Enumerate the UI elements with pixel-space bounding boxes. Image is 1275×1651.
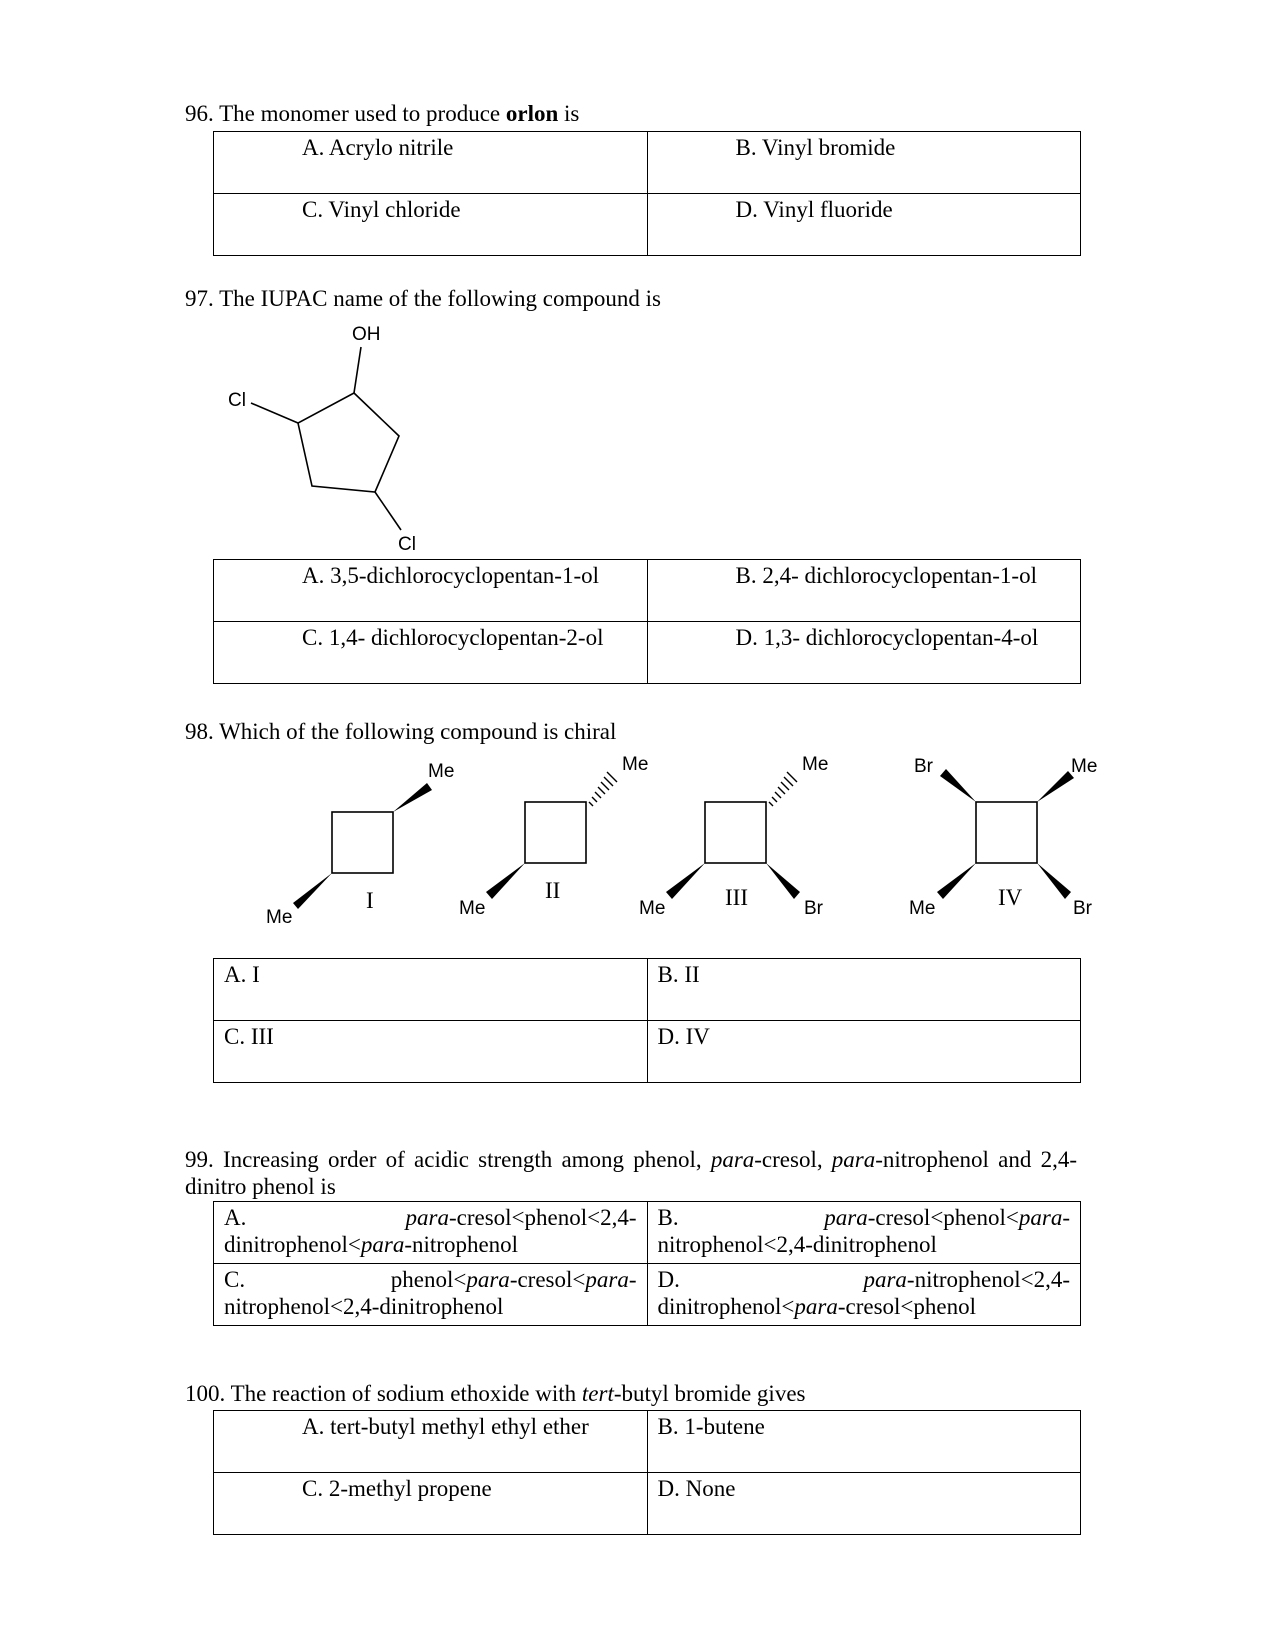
question-100-stem: 100. The reaction of sodium ethoxide with tert-butyl bromide gives bbox=[185, 1381, 806, 1406]
question-98-stem: 98. Which of the following compound is chiral bbox=[185, 719, 617, 744]
cl-bond-bottom bbox=[375, 492, 401, 530]
br-label: Br bbox=[1073, 898, 1092, 919]
oh-bond bbox=[354, 347, 361, 393]
me-label: Me bbox=[1071, 756, 1098, 777]
structure-ii bbox=[459, 754, 648, 919]
question-99-options bbox=[213, 1201, 1081, 1326]
oh-label: OH bbox=[352, 324, 381, 345]
question-99-stem: 99. Increasing order of acidic strength among phenol, para-cresol, para-nitrophenol and 2,4-dinitro phenol is bbox=[185, 1147, 1077, 1199]
hashed-bond bbox=[769, 772, 797, 806]
option-d[interactable]: D. IV bbox=[647, 1021, 1081, 1083]
numeral-iii: III bbox=[725, 885, 748, 910]
br-label: Br bbox=[914, 756, 933, 777]
br-label: Br bbox=[804, 898, 823, 919]
wedge-bond bbox=[393, 783, 432, 812]
me-label: Me bbox=[802, 754, 829, 775]
question-97-options bbox=[213, 559, 1081, 684]
option-a[interactable]: A. para-cresol<phenol<2,4-dinitrophenol<para-nitrophenol bbox=[214, 1202, 648, 1264]
me-label: Me bbox=[459, 898, 486, 919]
option-b[interactable]: B. 1-butene bbox=[647, 1411, 1081, 1473]
cl-bond-top bbox=[251, 403, 298, 423]
numeral-i: I bbox=[366, 888, 374, 913]
hashed-bond bbox=[589, 772, 617, 806]
numeral-iv: IV bbox=[998, 885, 1023, 910]
option-c[interactable]: C. 2-methyl propene bbox=[214, 1473, 648, 1535]
wedge-bond bbox=[1037, 771, 1074, 802]
option-b[interactable]: B. para-cresol<phenol<para-nitrophenol<2,4-dinitrophenol bbox=[647, 1202, 1081, 1264]
option-c[interactable]: C. phenol<para-cresol<para-nitrophenol<2,4-dinitrophenol bbox=[214, 1264, 648, 1326]
question-97-stem: 97. The IUPAC name of the following compound is bbox=[185, 286, 661, 311]
wedge-bond bbox=[1037, 863, 1071, 899]
me-label: Me bbox=[266, 907, 293, 928]
cyclopentane-ring bbox=[251, 347, 401, 530]
me-label: Me bbox=[909, 898, 936, 919]
cl-label-bottom: Cl bbox=[398, 534, 416, 555]
option-a[interactable]: A. tert-butyl methyl ethyl ether bbox=[214, 1411, 648, 1473]
me-label: Me bbox=[428, 761, 455, 782]
option-a[interactable]: A. I bbox=[214, 959, 648, 1021]
option-d[interactable]: D. None bbox=[647, 1473, 1081, 1535]
option-a[interactable]: A. Acrylo nitrile bbox=[214, 132, 648, 194]
option-b[interactable]: B. Vinyl bromide bbox=[647, 132, 1081, 194]
structure-i bbox=[266, 761, 454, 928]
me-label: Me bbox=[622, 754, 649, 775]
option-a[interactable]: A. 3,5-dichlorocyclopentan-1-ol bbox=[214, 560, 648, 622]
question-98-options bbox=[213, 958, 1081, 1083]
option-b[interactable]: B. II bbox=[647, 959, 1081, 1021]
option-c[interactable]: C. III bbox=[214, 1021, 648, 1083]
bold-term: orlon bbox=[505, 101, 559, 126]
option-b[interactable]: B. 2,4- dichlorocyclopentan-1-ol bbox=[647, 560, 1081, 622]
option-c[interactable]: C. 1,4- dichlorocyclopentan-2-ol bbox=[214, 622, 648, 684]
wedge-bond bbox=[486, 863, 525, 899]
cyclobutane-structures bbox=[0, 740, 1275, 930]
me-label: Me bbox=[639, 898, 666, 919]
cl-label-top: Cl bbox=[228, 390, 246, 411]
wedge-bond bbox=[293, 873, 332, 909]
structure-iv bbox=[909, 756, 1097, 919]
question-96-stem: 96. The monomer used to produce orlon is bbox=[185, 101, 580, 126]
wedge-bond bbox=[766, 863, 800, 899]
dichlorocyclopentanol-structure bbox=[0, 0, 1275, 560]
wedge-bond bbox=[666, 863, 705, 899]
option-c[interactable]: C. Vinyl chloride bbox=[214, 194, 648, 256]
numeral-ii: II bbox=[545, 878, 561, 903]
structure-iii bbox=[639, 754, 828, 919]
option-d[interactable]: D. 1,3- dichlorocyclopentan-4-ol bbox=[647, 622, 1081, 684]
option-d[interactable]: D. Vinyl fluoride bbox=[647, 194, 1081, 256]
wedge-bond bbox=[937, 863, 976, 899]
option-d[interactable]: D. para-nitrophenol<2,4-dinitrophenol<para-cresol<phenol bbox=[647, 1264, 1081, 1326]
wedge-bond bbox=[940, 769, 976, 802]
question-100-options bbox=[213, 1410, 1081, 1535]
